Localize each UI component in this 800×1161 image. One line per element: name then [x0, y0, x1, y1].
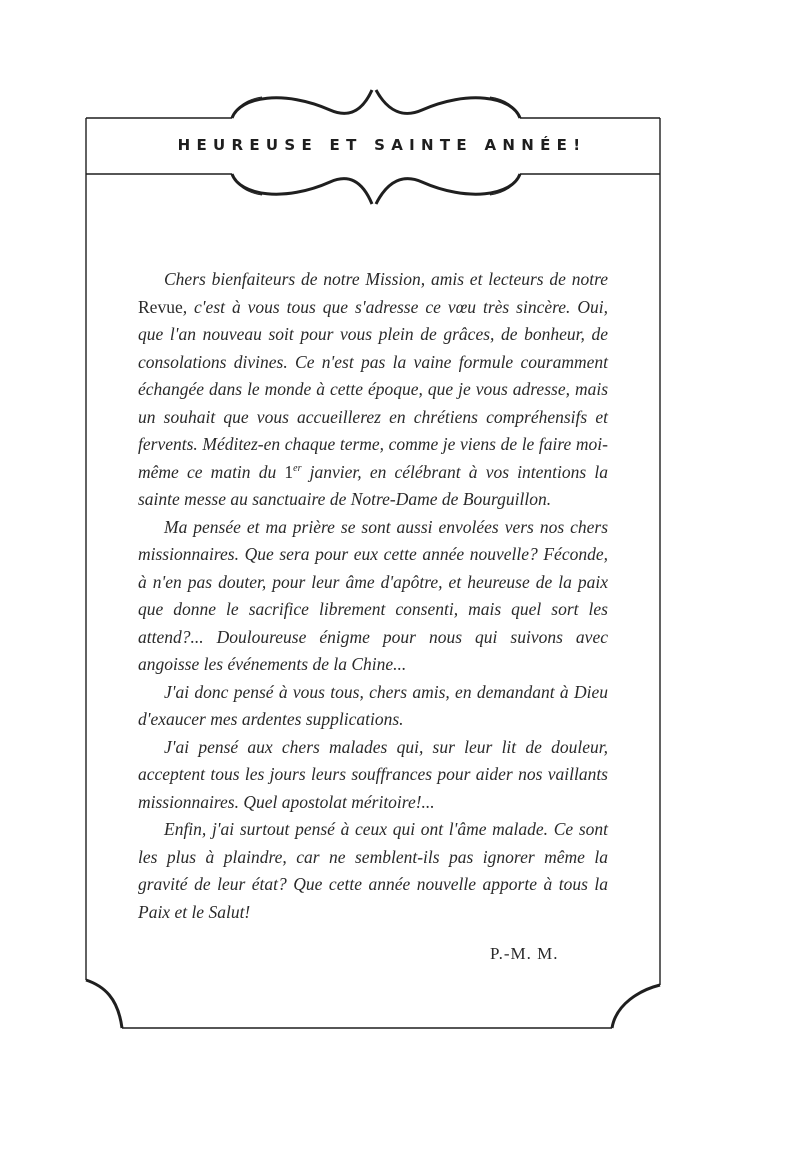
paragraph-4-text: J'ai pensé aux chers malades qui, sur leur lit de douleur, acceptent tous les jours leurs souffrances pour aider nos vaillants missionnaires. Quel apostolat méritoire!... — [138, 736, 608, 812]
paragraph-5 — [138, 816, 608, 926]
bottom-ornament-right — [376, 174, 520, 204]
bottom-ornament-left — [232, 174, 372, 204]
paragraph-2-text: Ma pensée et ma prière se sont aussi envolées vers nos chers missionnaires. Que sera pour eux cette année nouvelle? Féconde, à n'en pas douter, pour leur âme d'apôtre, et heureuse de la paix que donne le sacrifice librement consenti, mais quel sort les attend?... Douloureuse énigme pour nous qui suivons avec angoisse les événements de la Chine... — [138, 516, 608, 674]
paragraph-1-part-b: , c'est à vous tous que s'adresse ce vœu très sincère. Oui, que l'an nouveau soit pour vous plein de grâces, de bonheur, de consolations divines. Ce n'est pas la vaine formule couramment échangée dans le monde à cette époque, que je vous adresse, mais un souhait que vous accueillerez en chrétiens compréhensifs et fervents. Méditez-en chaque terme, comme je viens de le faire moi-même ce matin du — [138, 296, 608, 482]
paragraph-1-part-a: Chers bienfaiteurs de notre Mission, amis et lecteurs de notre — [164, 269, 608, 289]
paragraph-2 — [138, 514, 608, 679]
corner-flourish-right — [612, 985, 660, 1028]
date-superscript: er — [293, 462, 302, 474]
top-ornament-right — [376, 90, 520, 118]
signature: P.-M. M. — [490, 944, 559, 963]
date-number: 1 — [284, 461, 294, 482]
revue-word: Revue — [138, 296, 183, 317]
paragraph-4 — [138, 734, 608, 817]
corner-flourish-left — [86, 980, 122, 1028]
letter-body — [138, 266, 608, 926]
paragraph-3-text: J'ai donc pensé à vous tous, chers amis, en demandant à Dieu d'exaucer mes ardentes supplications. — [138, 681, 608, 729]
top-ornament-left — [232, 90, 372, 118]
paragraph-3 — [138, 679, 608, 734]
paragraph-1-part-c: janvier, en célébrant à vos intentions la sainte messe au sanctuaire de Notre-Dame de Bourguillon. — [138, 461, 608, 509]
page-title: HEUREUSE ET SAINTE ANNÉE! — [177, 136, 587, 154]
paragraph-5-text: Enfin, j'ai surtout pensé à ceux qui ont l'âme malade. Ce sont les plus à plaindre, car ne semblent-ils pas ignorer même la gravité de leur état? Que cette année nouvelle apporte à tous la Paix et le Salut! — [138, 819, 608, 922]
paragraph-1 — [138, 266, 608, 514]
